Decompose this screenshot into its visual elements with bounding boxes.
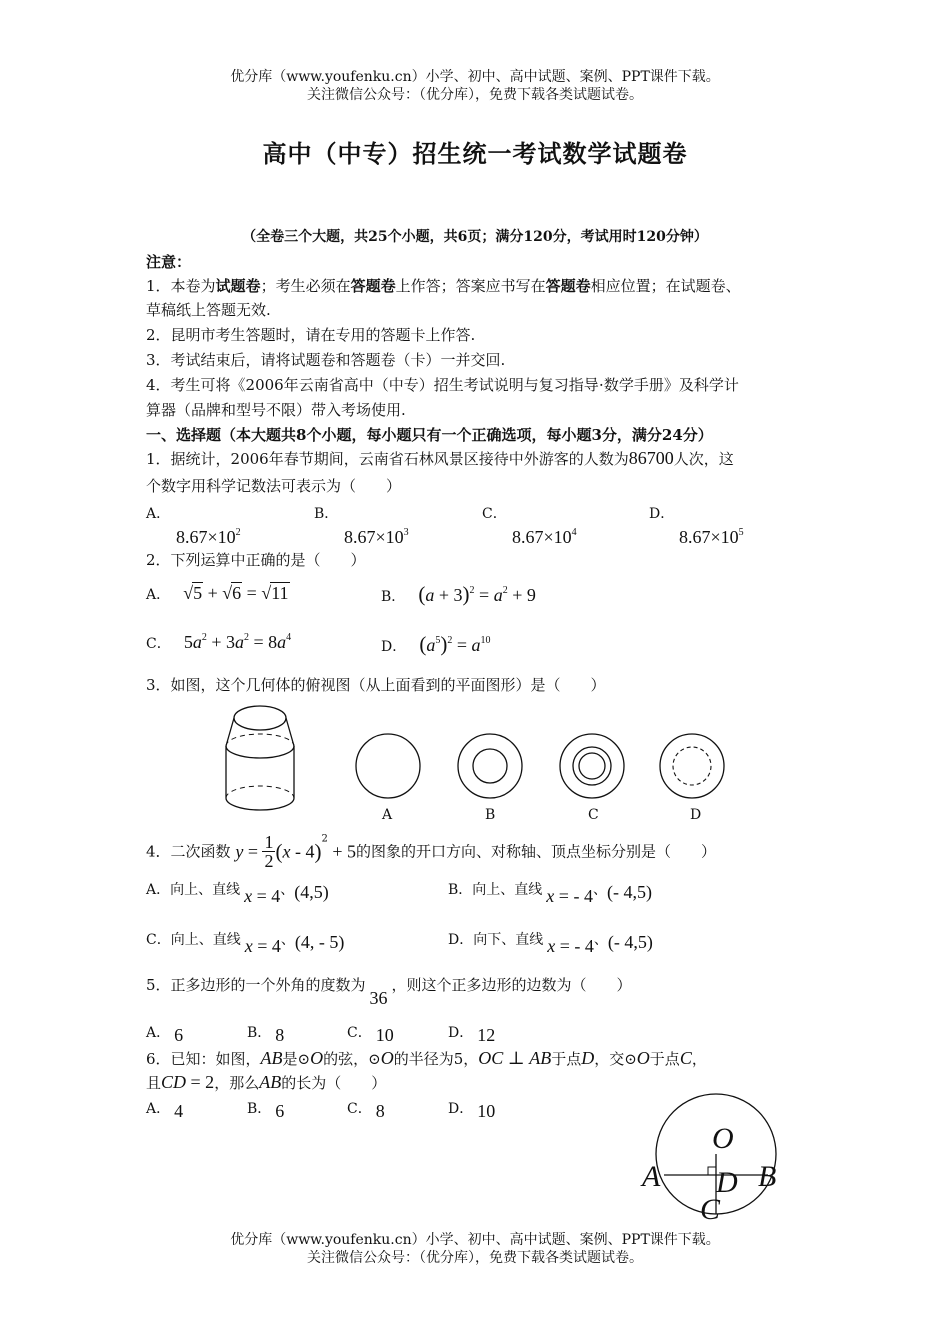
numerator: 1 [264,832,274,852]
term: + 3 [434,585,463,605]
exam-subtitle: （全卷三个大题，共25个小题，共6页；满分120分，考试用时120分钟） [242,229,708,245]
exponent: 2 [502,585,508,596]
radicand: 5 [193,583,203,603]
fig-label-c: C [700,1193,721,1226]
equation-value: = - 4 [555,936,594,956]
note-1-part: 相应位置；在试题卷、 [590,277,741,295]
q6-text: 于点 [551,1050,582,1068]
mantissa: 8.67 [512,527,544,547]
term: + 5 [327,841,357,862]
mantissa: 8.67 [679,527,711,547]
footer-line-2: 关注微信公众号：（优分库），免费下载各类试题试卷。 [307,1250,643,1266]
fig-label-o: O [712,1122,734,1155]
option-label: B． [381,589,406,605]
q6-text: ，交⊙ [594,1050,637,1068]
q3-label-b: B [485,807,496,823]
separator: 、 [280,932,295,948]
option-value: 12 [477,1025,496,1045]
point-o: O [310,1048,324,1068]
point-c: C [679,1048,692,1068]
q6-text: 的长为（ ） [281,1074,387,1092]
question-5 [146,974,632,1008]
option-label: A． [146,1025,171,1041]
exponent: 2 [235,527,241,538]
q2-option-c [146,632,291,653]
vertex-point: (- 4,5) [607,932,653,952]
times: ×10 [207,527,236,547]
q1-option-d [649,503,744,548]
q6-text: 且 [146,1074,162,1092]
term: + 3 [206,632,235,652]
exponent: 2 [447,635,453,646]
q5-option-a [146,1021,184,1045]
mantissa: 8.67 [344,527,376,547]
paren: ) [314,839,322,864]
option-label: D． [381,639,407,655]
var-a: a [234,632,244,652]
option-label: C． [482,506,507,522]
q3-label-a: A [382,807,393,823]
q1-line-2: 个数字用科学记数法可表示为（ ） [146,477,402,495]
exponent: 2 [321,833,328,845]
note-1-bold: 答题卷 [545,277,591,295]
note-2: 2．昆明市考生答题时，请在专用的答题卡上作答. [146,326,476,344]
q1-option-a [146,503,241,548]
q3-option-b-figure [456,733,526,803]
option-label: D． [649,506,675,522]
exponent: 5 [738,527,744,538]
q6-text: ，那么 [214,1074,260,1092]
var-a: a [425,585,435,605]
question-6-line-2 [146,1072,386,1093]
exponent: 2 [243,632,249,643]
q6-text: ， [691,1050,707,1068]
option-label: A． [146,587,171,603]
equation-value: = 4 [252,886,281,906]
times: ×10 [710,527,739,547]
option-value: 8 [375,1101,385,1121]
option-label: B．向上、直线 [448,882,543,898]
exponent: 10 [480,635,491,646]
var-a: a [426,635,436,655]
exponent: 2 [201,632,207,643]
seg-ab: AB [529,1048,552,1068]
paren: ) [462,582,470,606]
q4-option-c [146,928,345,956]
paren: ( [418,582,426,606]
option-label: C． [146,636,171,652]
vertex-point: (- 4,5) [606,882,652,902]
note-1-part: ；考生必须在 [260,277,351,295]
note-1-bold: 答题卷 [350,277,396,295]
question-2: 2．下列运算中正确的是（ ） [146,551,366,569]
separator: 、 [593,932,608,948]
q6-text: 的弦，⊙ [323,1050,381,1068]
section-1-heading: 一、选择题（本大题共8个小题，每小题只有一个正确选项，每小题3分，满分24分） [146,426,713,444]
option-label: B． [247,1101,272,1117]
seg-ab: AB [259,1072,282,1092]
option-label: D．向下、直线 [448,932,544,948]
question-6 [146,1048,707,1069]
header-line-2: 关注微信公众号：（优分库），免费下载各类试题试卷。 [307,87,643,103]
q6-option-a [146,1097,184,1121]
question-1 [146,448,734,469]
q1-text: 1．据统计，2006年春节期间，云南省石林风景区接待中外游客的人数为 [146,450,629,468]
var-a: a [192,632,202,652]
seg-cd: CD [161,1072,187,1092]
note-1-line-2: 草稿纸上答题无效. [146,301,271,319]
notes-heading: 注意： [146,253,192,271]
var-y: y [235,841,244,862]
note-1-bold: 试题卷 [215,277,261,295]
option-value: 8 [275,1025,285,1045]
note-1 [146,276,741,296]
q4-option-d [448,928,653,956]
option-value: 6 [275,1101,285,1121]
q4-option-b [448,878,652,906]
times: ×10 [375,527,404,547]
q3-label-d: D [690,807,702,823]
var-a: a [493,585,503,605]
vertex-point: (4,5) [294,882,329,902]
exponent: 4 [571,527,577,538]
option-label: C．向上、直线 [146,932,241,948]
q3-solid-figure [210,700,310,815]
var-a: a [277,632,287,652]
equation-value: = - 4 [554,886,593,906]
option-value: 6 [174,1025,184,1045]
q2-option-b [381,582,536,607]
exponent: 3 [403,527,409,538]
equals: = [243,841,263,862]
denominator: 2 [264,851,274,871]
equals: = [474,585,494,605]
exponent: 4 [286,632,292,643]
option-value: 10 [375,1025,394,1045]
q5-text-end: ，则这个正多边形的边数为（ ） [391,976,632,994]
times: ×10 [543,527,572,547]
option-label: D． [448,1025,474,1041]
option-label: C． [347,1025,372,1041]
coef: 5 [183,632,193,652]
q6-option-d [448,1097,496,1121]
q5-option-c [347,1021,394,1045]
note-4-line-2: 算器（品牌和型号不限）带入考场使用. [146,401,406,419]
seg-ab: AB [260,1048,283,1068]
option-label: C． [347,1101,372,1117]
var-a: a [471,635,481,655]
fig-label-a: A [642,1160,661,1193]
q5-degree: 36 [369,988,388,1008]
right-angle-mark [708,1167,716,1175]
q1-text-end: 人次，这 [673,450,734,468]
fig-label-b: B [758,1160,777,1193]
option-label: A．向上、直线 [146,882,241,898]
var-x: x [546,886,555,906]
equals-value: = 2 [186,1072,215,1092]
question-4 [146,833,716,870]
question-3: 3．如图，这个几何体的俯视图（从上面看到的平面图形）是（ ） [146,676,606,694]
q1-number: 86700 [628,448,674,468]
footer-line-1: 优分库（www.youfenku.cn）小学、初中、高中试题、案例、PPT课件下载。 [230,1232,720,1248]
vertex-point: (4, - 5) [294,932,345,952]
q3-option-a-figure [355,733,425,803]
term: - 4 [290,841,315,862]
q6-option-b [247,1097,285,1121]
q5-option-b [247,1021,285,1045]
note-1-part: 1．本卷为 [146,277,216,295]
q6-text: 6．已知：如图， [146,1050,261,1068]
option-value: 4 [174,1101,184,1121]
q3-label-c: C [588,807,599,823]
page-title: 高中（中专）招生统一考试数学试题卷 [262,139,688,168]
plus: + [207,583,218,603]
radicand: 6 [232,583,242,603]
q2-option-a: A． √5 + √6 = √11 [146,583,289,603]
q4-text: 4．二次函数 [146,842,231,861]
exponent: 5 [435,635,441,646]
var-x: x [244,886,253,906]
fig-label-d: D [716,1166,738,1199]
option-label: A． [146,1101,171,1117]
q1-option-b [314,503,409,548]
q6-text: 的半径为5， [393,1050,479,1068]
option-label: B． [247,1025,272,1041]
option-label: B． [314,506,339,522]
note-3: 3．考试结束后，请将试题卷和答题卷（卡）一并交回. [146,351,506,369]
q3-option-d-figure [658,733,728,803]
fraction-half [262,833,275,870]
q2-option-d [381,632,490,657]
perp-symbol: ⊥ [503,1048,530,1068]
mantissa: 8.67 [176,527,208,547]
term: + 9 [507,585,536,605]
separator: 、 [280,882,295,898]
q3-option-c-figure [558,733,628,803]
option-label: A． [146,506,171,522]
paren: ) [440,632,448,656]
q6-option-c [347,1097,385,1121]
var-x: x [282,841,291,862]
q4-text-end: 的图象的开口方向、对称轴、顶点坐标分别是（ ） [356,842,717,861]
seg-oc: OC [478,1048,504,1068]
term: = 8 [248,632,278,652]
equals: = [246,583,257,603]
paren: ( [275,839,283,864]
note-1-part: 上作答；答案应书写在 [395,277,546,295]
radicand: 11 [271,583,289,603]
equals: = [452,635,472,655]
note-4-line-1: 4．考生可将《2006年云南省高中（中专）招生考试说明与复习指导⋅数学手册》及科学计 [146,376,739,394]
separator: 、 [592,882,607,898]
point-d: D [581,1048,595,1068]
q5-option-d [448,1021,496,1045]
exponent: 2 [469,585,475,596]
point-o: O [636,1048,650,1068]
q1-option-c [482,503,577,548]
q5-text: 5．正多边形的一个外角的度数为 [146,976,366,994]
option-label: D． [448,1101,474,1117]
q6-text: 于点 [649,1050,680,1068]
q6-text: 是⊙ [282,1050,311,1068]
q4-option-a [146,878,329,906]
paren: ( [419,632,427,656]
point-o: O [380,1048,394,1068]
var-x: x [547,936,556,956]
option-value: 10 [477,1101,496,1121]
header-line-1: 优分库（www.youfenku.cn）小学、初中、高中试题、案例、PPT课件下载。 [230,69,720,85]
var-x: x [244,936,253,956]
equation-value: = 4 [252,936,281,956]
